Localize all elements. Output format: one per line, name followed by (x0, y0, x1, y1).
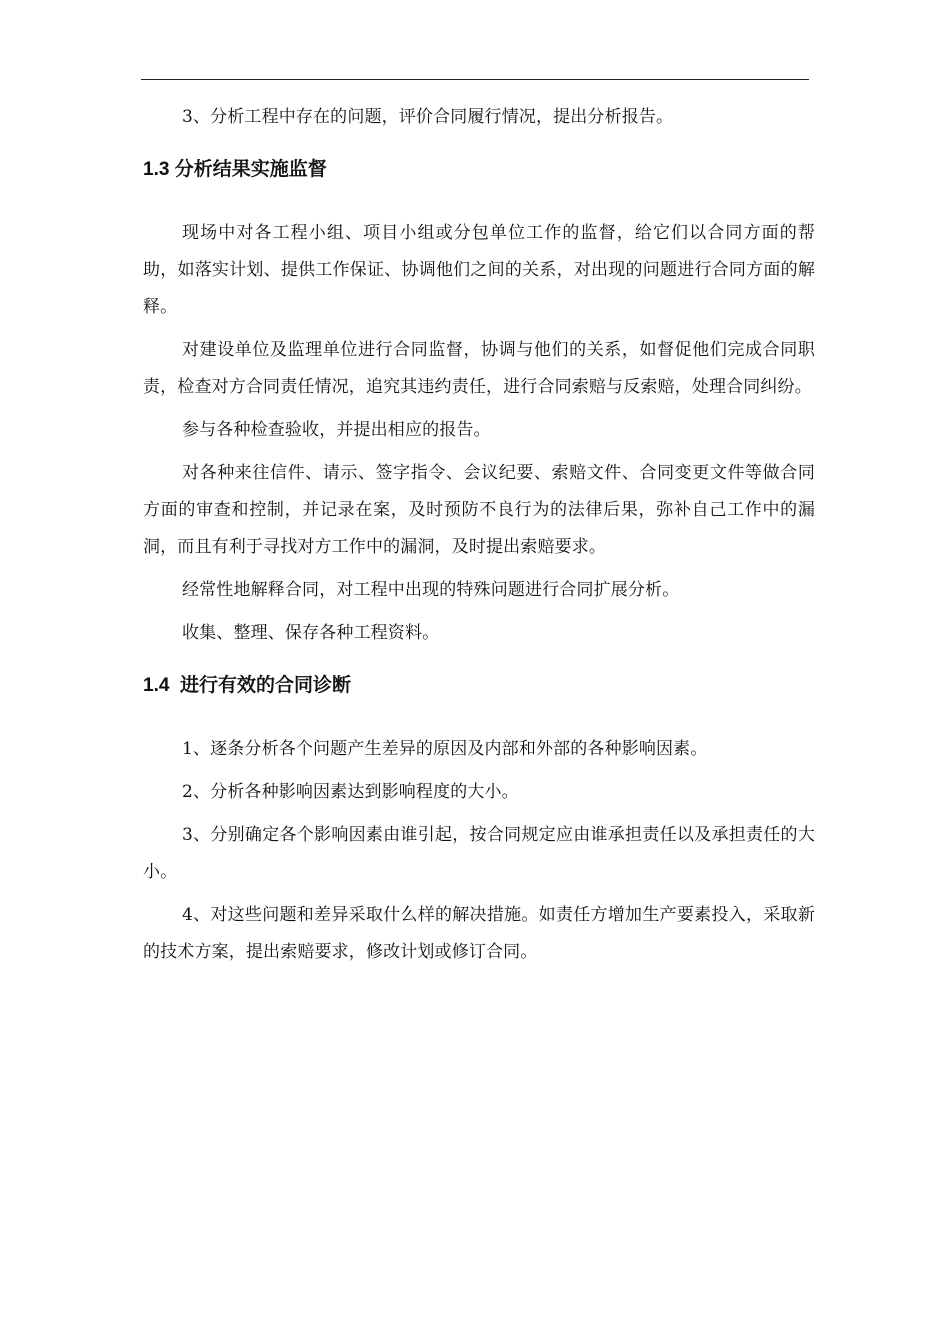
section-heading-1-4: 1.4 进行有效的合同诊断 (143, 675, 351, 696)
paragraph: 对各种来往信件、请示、签字指令、会议纪要、索赔文件、合同变更文件等做合同方面的审查和控制，并记录在案，及时预防不良行为的法律后果，弥补自己工作中的漏洞，而且有利于寻找对方工作中的漏洞，及时提出索赔要求。 (143, 463, 815, 557)
list-item: 3、分别确定各个影响因素由谁引起，按合同规定应由谁承担责任以及承担责任的大小。 (143, 825, 815, 882)
paragraph: 现场中对各工程小组、项目小组或分包单位工作的监督，给它们以合同方面的帮助，如落实计划、提供工作保证、协调他们之间的关系，对出现的问题进行合同方面的解释。 (143, 223, 815, 317)
paragraph: 收集、整理、保存各种工程资料。 (182, 623, 440, 643)
header-rule (141, 79, 809, 80)
paragraph: 对建设单位及监理单位进行合同监督，协调与他们的关系，如督促他们完成合同职责，检查对方合同责任情况，追究其违约责任，进行合同索赔与反索赔，处理合同纠纷。 (143, 340, 815, 397)
paragraph: 参与各种检查验收，并提出相应的报告。 (182, 420, 491, 440)
list-item: 4、对这些问题和差异采取什么样的解决措施。如责任方增加生产要素投入，采取新的技术方案，提出索赔要求，修改计划或修订合同。 (143, 905, 815, 962)
list-item: 1、逐条分析各个问题产生差异的原因及内部和外部的各种影响因素。 (182, 739, 708, 759)
document-body (143, 99, 815, 971)
section-heading-1-3: 1.3 分析结果实施监督 (143, 159, 327, 180)
paragraph: 经常性地解释合同，对工程中出现的特殊问题进行合同扩展分析。 (182, 580, 680, 600)
intro-list-item: 3、分析工程中存在的问题，评价合同履行情况，提出分析报告。 (182, 107, 674, 127)
list-item: 2、分析各种影响因素达到影响程度的大小。 (182, 782, 519, 802)
